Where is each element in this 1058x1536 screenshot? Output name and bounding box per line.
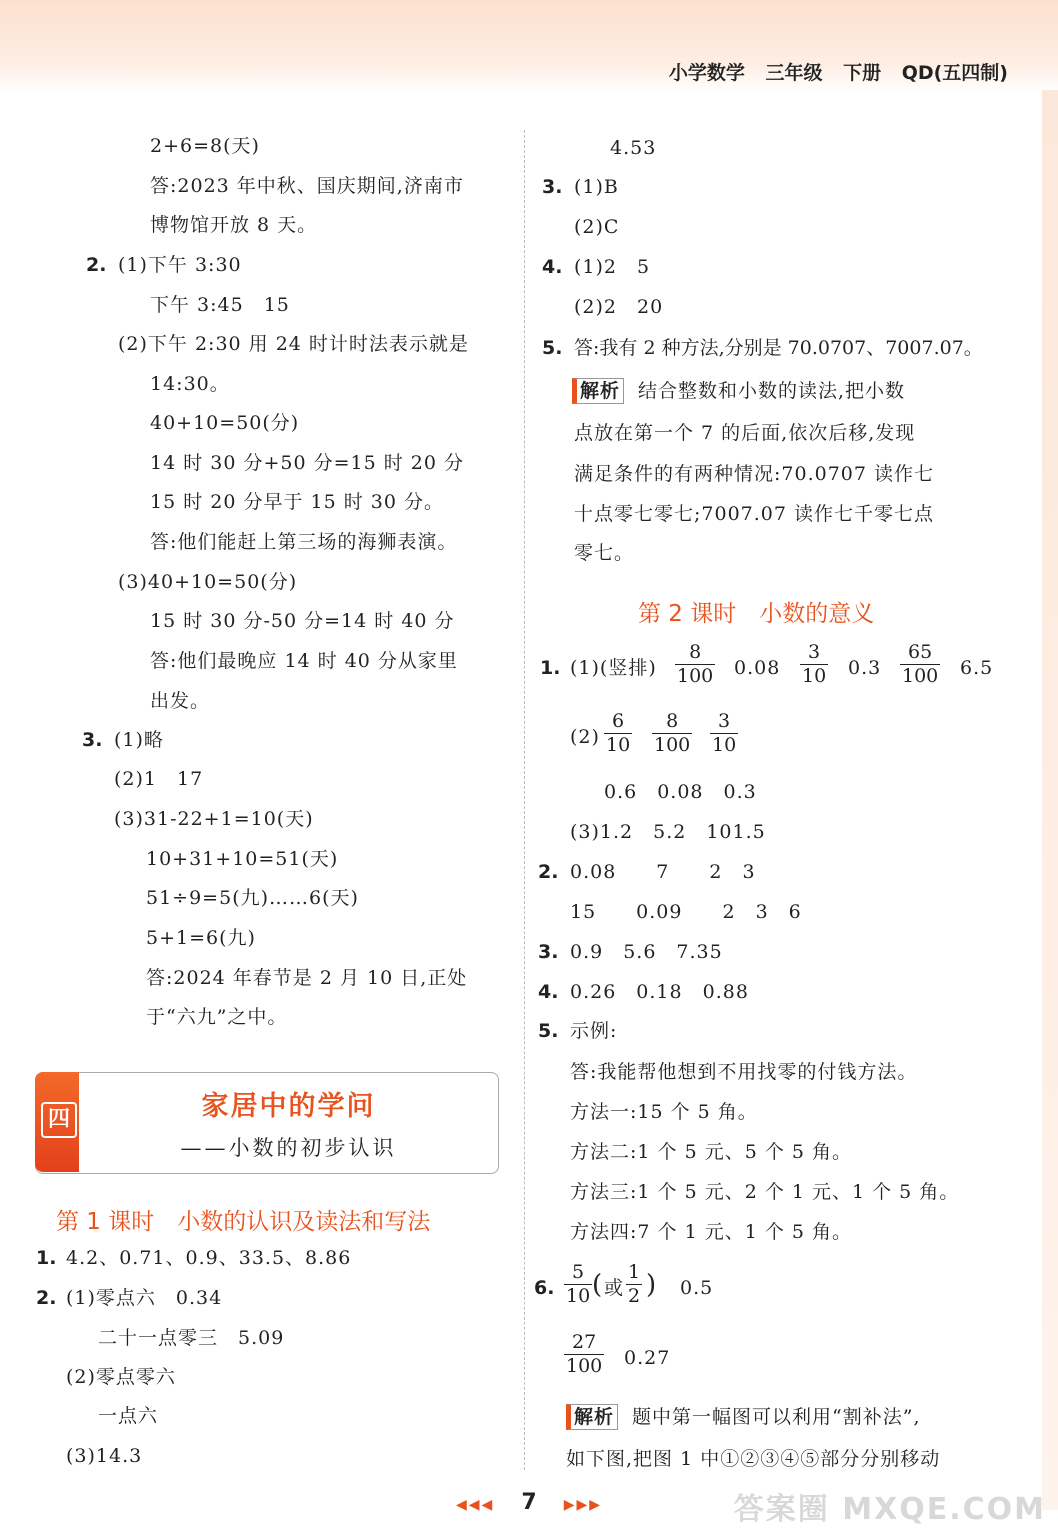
numerator: 5 <box>572 1261 585 1283</box>
numerator: 3 <box>718 710 731 732</box>
numerator: 8 <box>689 641 702 663</box>
fraction <box>800 641 828 688</box>
analysis-line <box>566 1404 920 1430</box>
text-line: 方法一:15 个 5 角。 <box>570 1101 758 1123</box>
text-line: 51÷9=5(九)……6(天) <box>146 887 359 909</box>
analysis-tag: 解析 <box>566 1404 618 1430</box>
text-line: 0.9 5.6 7.35 <box>570 941 723 963</box>
text-line: 答:2023 年中秋、国庆期间,济南市 <box>150 175 464 197</box>
numerator: 6 <box>612 710 625 732</box>
denominator: 100 <box>654 734 691 756</box>
denominator: 10 <box>566 1285 591 1307</box>
analysis-tag: 解析 <box>572 378 624 404</box>
text-line: (2)下午 2:30 用 24 时计时法表示就是 <box>118 333 469 355</box>
question-number: 1. <box>540 657 561 679</box>
unit-title: 家居中的学问 <box>201 1091 376 1122</box>
text-line: 十点零七零七;7007.07 读作七千零七点 <box>574 503 935 525</box>
text-line: 6.5 <box>960 657 994 679</box>
analysis-line <box>572 378 905 404</box>
text-line: 0.27 <box>624 1347 671 1369</box>
text-line: 一点六 <box>98 1405 159 1427</box>
text-line: 0.3 <box>848 657 882 679</box>
text-line: 0.26 0.18 0.88 <box>570 981 749 1003</box>
fraction <box>564 1261 592 1308</box>
question-number: 4. <box>538 981 559 1003</box>
question-number: 2. <box>86 254 107 276</box>
next-arrows-icon: ▶▶▶ <box>563 1497 603 1513</box>
prev-arrows-icon: ◀◀◀ <box>455 1497 495 1513</box>
denominator: 2 <box>628 1285 641 1307</box>
text-line: (3)14.3 <box>66 1445 143 1467</box>
text-line: 博物馆开放 8 天。 <box>150 214 318 236</box>
text-line: 40+10=50(分) <box>150 412 300 434</box>
text-line: (1)零点六 0.34 <box>66 1287 223 1309</box>
numerator: 8 <box>666 710 679 732</box>
text-line: (2) <box>570 726 600 748</box>
text-line: (3)31-22+1=10(天) <box>114 808 314 830</box>
text-line: 答:2024 年春节是 2 月 10 日,正处 <box>146 967 468 989</box>
fraction <box>626 1261 642 1308</box>
paren-open: ( <box>592 1270 604 1300</box>
text-line: 15 时 20 分早于 15 时 30 分。 <box>150 491 444 513</box>
denominator: 10 <box>802 665 827 687</box>
fraction <box>564 1331 604 1378</box>
question-number: 3. <box>538 941 559 963</box>
fraction <box>652 710 692 757</box>
text-line: (2)C <box>574 216 620 238</box>
text-line: 0.6 0.08 0.3 <box>604 781 757 803</box>
question-number: 2. <box>538 861 559 883</box>
text-line: 14 时 30 分+50 分=15 时 20 分 <box>150 452 465 474</box>
text-line: (3)1.2 5.2 101.5 <box>570 821 766 843</box>
denominator: 100 <box>677 665 714 687</box>
text-line: (1)略 <box>114 729 164 751</box>
question-number: 4. <box>542 256 563 278</box>
question-number: 3. <box>82 729 103 751</box>
denominator: 10 <box>712 734 737 756</box>
unit-subtitle: ——小数的初步认识 <box>180 1136 397 1160</box>
text-line: 出发。 <box>150 690 211 712</box>
question-number: 3. <box>542 176 563 198</box>
analysis-text: 结合整数和小数的读法,把小数 <box>638 380 906 402</box>
text-line: 4.53 <box>610 137 657 159</box>
question-number: 6. <box>534 1277 555 1299</box>
text-line: 答:他们能赶上第三场的海狮表演。 <box>150 531 458 553</box>
page-number: 7 <box>521 1490 537 1515</box>
lesson-heading: 第 2 课时 小数的意义 <box>638 601 875 627</box>
numerator: 3 <box>808 641 821 663</box>
text-line: 0.08 <box>734 657 781 679</box>
numerator: 1 <box>628 1261 641 1283</box>
text-line: 4.2、0.71、0.9、33.5、8.86 <box>66 1247 352 1269</box>
text-line: 方法三:1 个 5 元、2 个 1 元、1 个 5 角。 <box>570 1181 960 1203</box>
side-rail <box>1042 90 1058 1510</box>
book-title: 小学数学 三年级 下册 QD(五四制) <box>668 62 1008 84</box>
question-number: 5. <box>542 337 563 359</box>
paren-close: ) <box>646 1270 658 1300</box>
text-line: 方法四:7 个 1 元、1 个 5 角。 <box>570 1221 852 1243</box>
text-line: 14:30。 <box>150 373 230 395</box>
denominator: 100 <box>902 665 939 687</box>
text-line: (2)1 17 <box>114 768 204 790</box>
text-line: 15 时 30 分-50 分=14 时 40 分 <box>150 610 455 632</box>
text-line: 示例: <box>570 1020 618 1042</box>
text-line: (1)B <box>574 176 619 198</box>
text-line: (1)2 5 <box>574 256 651 278</box>
denominator: 100 <box>566 1355 603 1377</box>
text-line: 方法二:1 个 5 元、5 个 5 角。 <box>570 1141 852 1163</box>
fraction <box>604 710 632 757</box>
column-divider <box>524 130 525 1470</box>
text-line: 或 <box>604 1277 625 1299</box>
numerator: 27 <box>572 1331 597 1353</box>
question-number: 5. <box>538 1020 559 1042</box>
text-line: 答:我能帮他想到不用找零的付钱方法。 <box>570 1061 918 1083</box>
watermark: 答案圈 MXQE.COM <box>733 1492 1046 1527</box>
numerator: 65 <box>908 641 933 663</box>
text-line: 点放在第一个 7 的后面,依次后移,发现 <box>574 422 916 444</box>
question-number: 1. <box>36 1247 57 1269</box>
fraction <box>675 641 715 688</box>
text-line: 答:他们最晚应 14 时 40 分从家里 <box>150 650 458 672</box>
text-line: 15 0.09 2 3 6 <box>570 901 802 923</box>
fraction <box>710 710 738 757</box>
text-line: 于“六九”之中。 <box>146 1006 288 1028</box>
text-line: 满足条件的有两种情况:70.0707 读作七 <box>574 463 935 485</box>
text-line: 0.5 <box>680 1277 714 1299</box>
text-line: 5+1=6(九) <box>146 927 256 949</box>
text-line: 0.08 7 2 3 <box>570 861 756 883</box>
text-line: 如下图,把图 1 中①②③④⑤部分分别移动 <box>566 1448 941 1470</box>
text-line: 10+31+10=51(天) <box>146 848 339 870</box>
denominator: 10 <box>606 734 631 756</box>
text-line: 下午 3:45 15 <box>150 294 290 316</box>
lesson-heading: 第 1 课时 小数的认识及读法和写法 <box>56 1209 431 1235</box>
text-line: (2)零点零六 <box>66 1366 176 1388</box>
text-line: 二十一点零三 5.09 <box>98 1327 285 1349</box>
text-line: (2)2 20 <box>574 296 664 318</box>
text-line: (3)40+10=50(分) <box>118 571 298 593</box>
analysis-text: 题中第一幅图可以利用“割补法”, <box>632 1406 921 1428</box>
text-line: 2+6=8(天) <box>150 135 260 157</box>
fraction <box>900 641 940 688</box>
text-line: 零七。 <box>574 542 635 564</box>
question-number: 2. <box>36 1287 57 1309</box>
page-header <box>0 0 1058 92</box>
unit-number: 四 <box>41 1102 77 1138</box>
text-line: 答:我有 2 种方法,分别是 70.0707、7007.07。 <box>574 337 983 359</box>
text-line: (1)(竖排) <box>570 657 657 679</box>
text-line: (1)下午 3:30 <box>118 254 242 276</box>
